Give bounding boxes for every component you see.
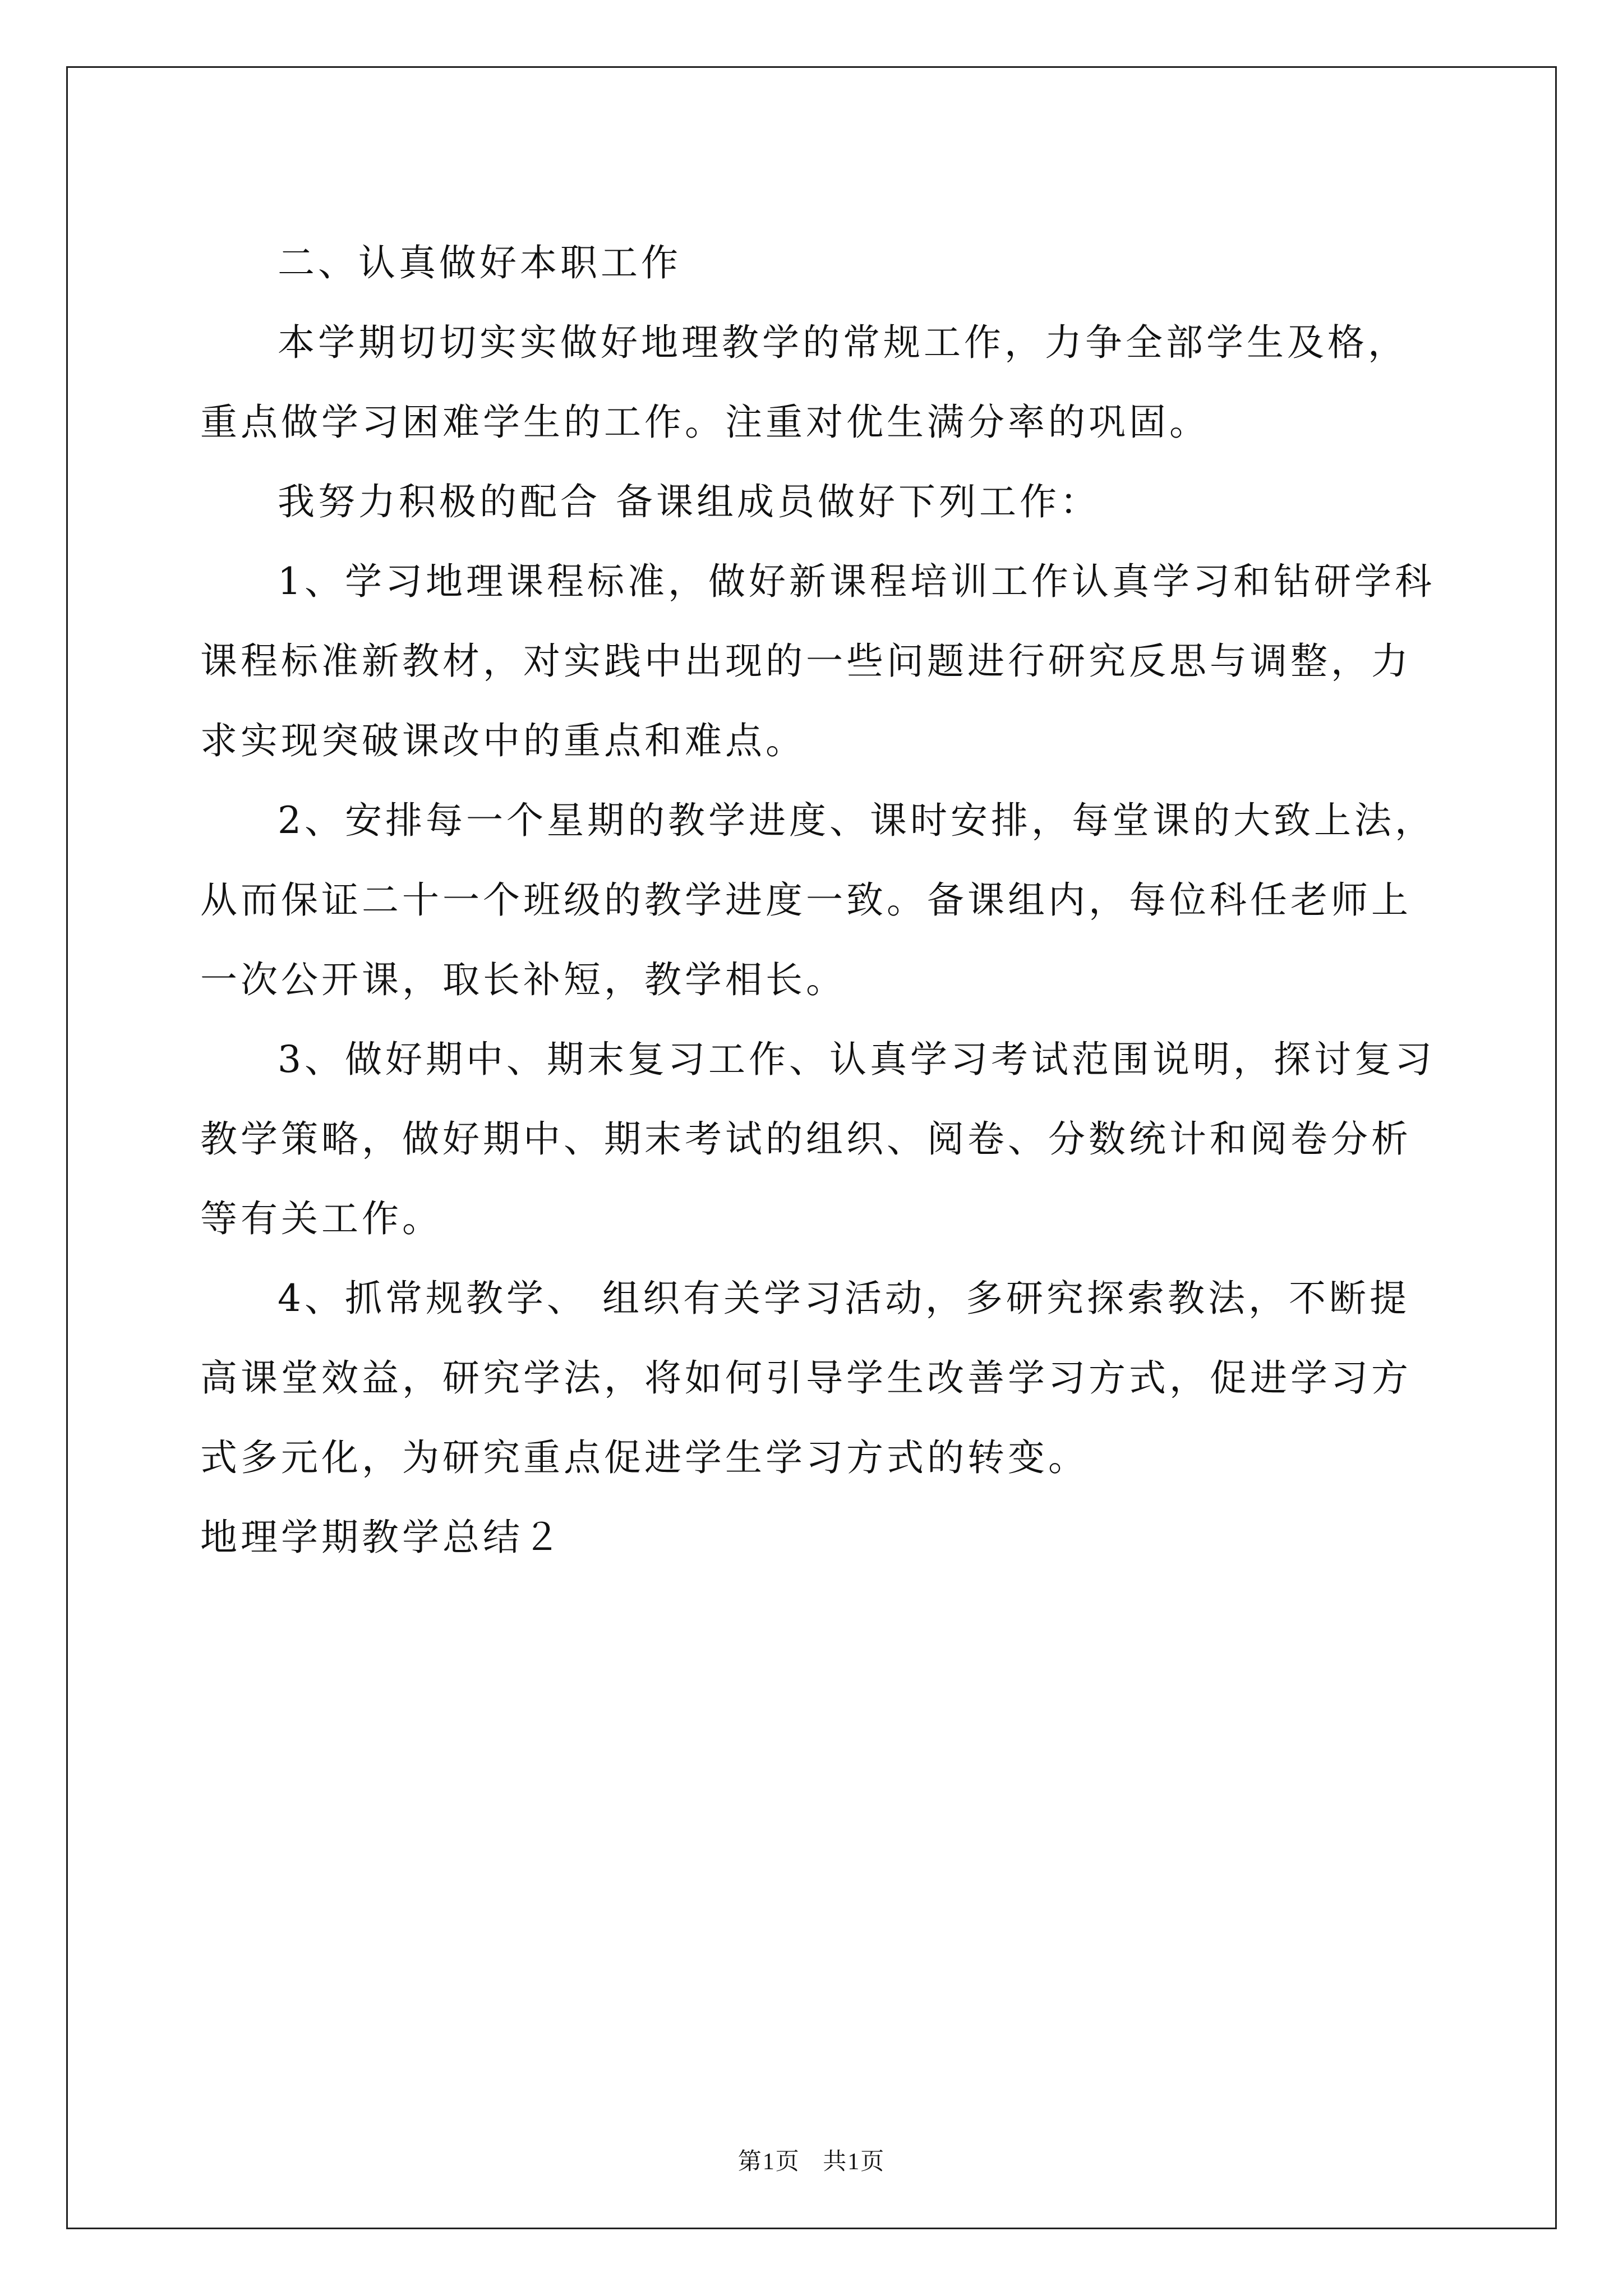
text-line: 1、学习地理课程标准，做好新课程培训工作认真学习和钻研学科 — [278, 560, 1435, 603]
page-footer — [0, 2143, 1623, 2177]
text-line: 一次公开课，取长补短，教学相长。 — [200, 958, 846, 1001]
paragraph — [200, 1020, 1434, 1259]
text-line: 从而保证二十一个班级的教学进度一致。备课组内，每位科任老师上 — [200, 878, 1412, 922]
paragraph — [200, 781, 1434, 1020]
text-line: 重点做学习困难学生的工作。注重对优生满分率的巩固。 — [200, 401, 1210, 444]
text-line: 高课堂效益，研究学法，将如何引导学生改善学习方式，促进学习方 — [200, 1356, 1412, 1400]
page-number: 第1页 — [737, 2149, 800, 2175]
paragraph — [200, 1259, 1434, 1498]
text-line: 求实现突破课改中的重点和难点。 — [200, 719, 806, 762]
paragraph — [200, 542, 1434, 781]
text-line: 2、安排每一个星期的教学进度、课时安排，每堂课的大致上法， — [278, 799, 1435, 842]
text-line: 课程标准新教材，对实践中出现的一些问题进行研究反思与调整，力 — [200, 639, 1412, 683]
paragraph — [200, 303, 1434, 462]
text-line: 3、做好期中、期末复习工作、认真学习考试范围说明，探讨复习 — [278, 1038, 1435, 1081]
section-title — [200, 1498, 1434, 1577]
paragraph — [200, 462, 1434, 542]
text-line: 式多元化，为研究重点促进学生学习方式的转变。 — [200, 1436, 1089, 1479]
text-line: 地理学期教学总结２ — [200, 1516, 564, 1559]
text-line: 4、抓常规教学、 组织有关学习活动，多研究探索教法，不断提 — [278, 1277, 1410, 1320]
text-line: 等有关工作。 — [200, 1197, 442, 1240]
text-line: 教学策略，做好期中、期末考试的组织、阅卷、分数统计和阅卷分析 — [200, 1117, 1412, 1161]
document-body — [200, 223, 1434, 1577]
page-total: 共1页 — [823, 2149, 886, 2175]
paragraph-heading — [200, 223, 1434, 303]
text-line: 我努力积极的配合 备课组成员做好下列工作： — [278, 480, 1100, 523]
text-line: 本学期切切实实做好地理教学的常规工作，力争全部学生及格， — [278, 321, 1408, 364]
text-line: 二、认真做好本职工作 — [278, 241, 681, 284]
